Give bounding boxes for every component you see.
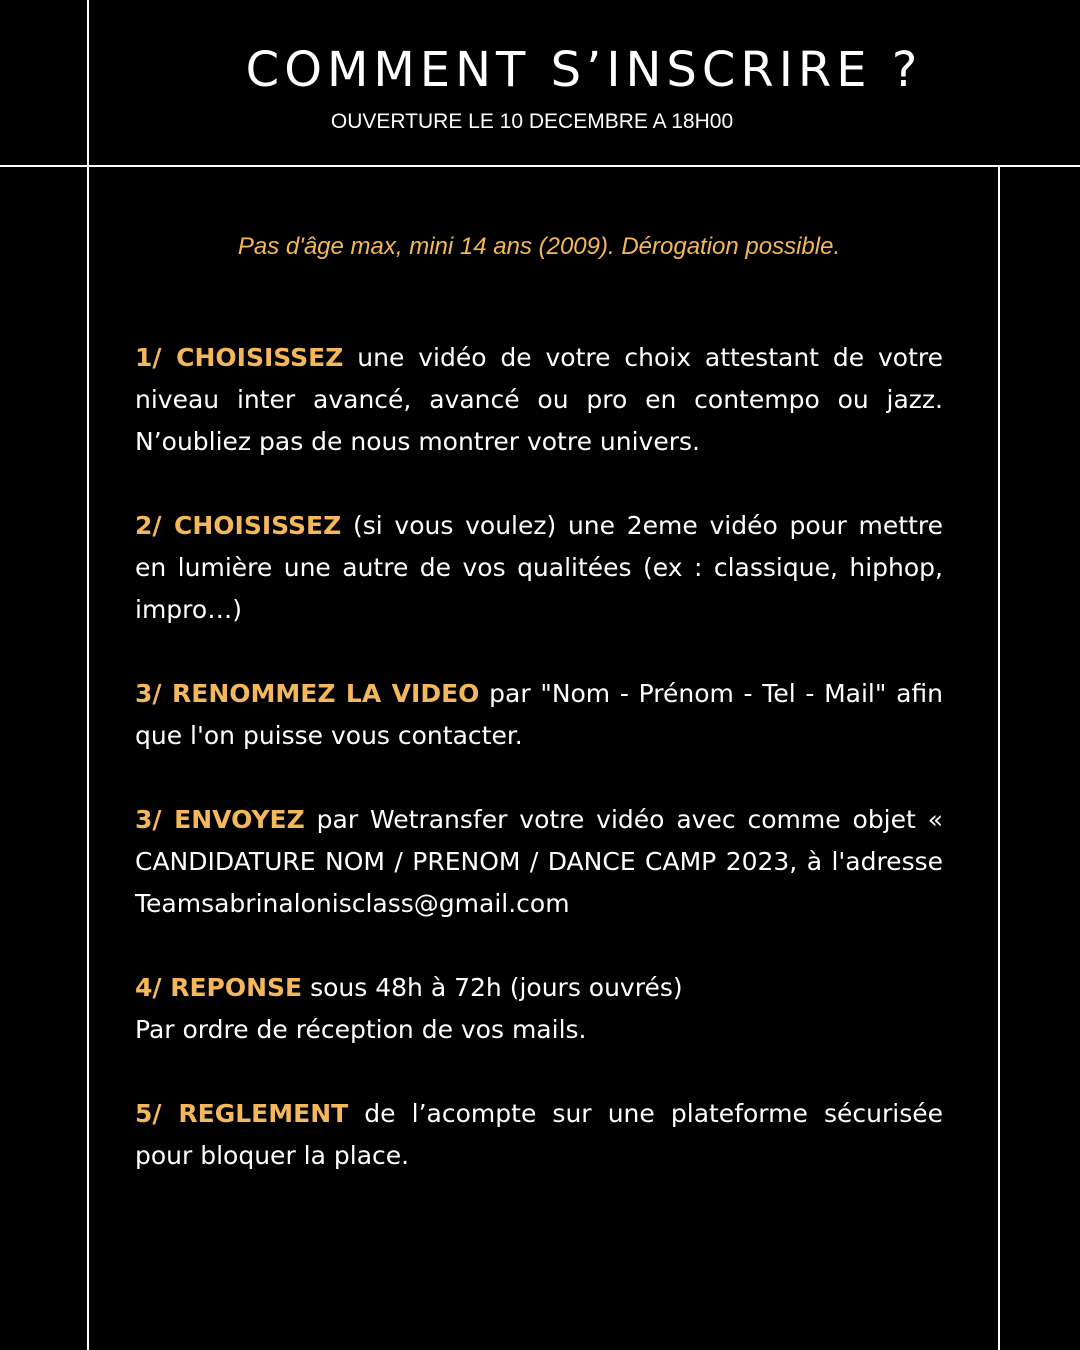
step-keyword: 3/ RENOMMEZ LA VIDEO — [135, 679, 480, 708]
step-3-send — [135, 799, 943, 925]
step-keyword: 2/ CHOISISSEZ — [135, 511, 342, 540]
step-keyword: 1/ CHOISISSEZ — [135, 343, 344, 372]
step-3-rename — [135, 673, 943, 757]
step-text: par "Nom - Prénom - Tel - Mail" afin que l'on puisse vous contacter. — [135, 679, 943, 750]
registration-steps — [135, 337, 943, 1219]
step-keyword: 3/ ENVOYEZ — [135, 805, 305, 834]
step-2 — [135, 505, 943, 631]
frame-line-right — [998, 166, 1000, 1350]
step-text: de l’acompte sur une plateforme sécurisée pour bloquer la place. — [135, 1099, 943, 1170]
step-text: par Wetransfer votre vidéo avec comme objet « CANDIDATURE NOM / PRENOM / DANCE CAMP 2023, à l'adresse Teamsabrinalonisclass@gmail.com — [135, 805, 944, 918]
page-title: COMMENT S’INSCRIRE ? — [245, 42, 923, 98]
step-4 — [135, 967, 943, 1051]
frame-line-left — [87, 0, 89, 1350]
step-text: sous 48h à 72h (jours ouvrés) — [302, 973, 683, 1002]
age-requirement-note: Pas d'âge max, mini 14 ans (2009). Dérogation possible. — [237, 233, 841, 260]
step-keyword: 5/ REGLEMENT — [135, 1099, 349, 1128]
step-text: une vidéo de votre choix attestant de votre niveau inter avancé, avancé ou pro en contempo ou jazz. N’oubliez pas de nous montrer votre univers. — [135, 343, 943, 456]
frame-line-top — [0, 165, 1080, 167]
step-text: (si vous voulez) une 2eme vidéo pour mettre en lumière une autre de vos qualitées (ex : classique, hiphop, impro…) — [135, 511, 943, 624]
step-first-line — [135, 967, 943, 1009]
step-5 — [135, 1093, 943, 1177]
step-1 — [135, 337, 943, 463]
opening-date-subtitle: OUVERTURE LE 10 DECEMBRE A 18H00 — [330, 110, 734, 133]
step-keyword: 4/ REPONSE — [135, 973, 303, 1002]
step-extra-line: Par ordre de réception de vos mails. — [135, 1015, 587, 1044]
